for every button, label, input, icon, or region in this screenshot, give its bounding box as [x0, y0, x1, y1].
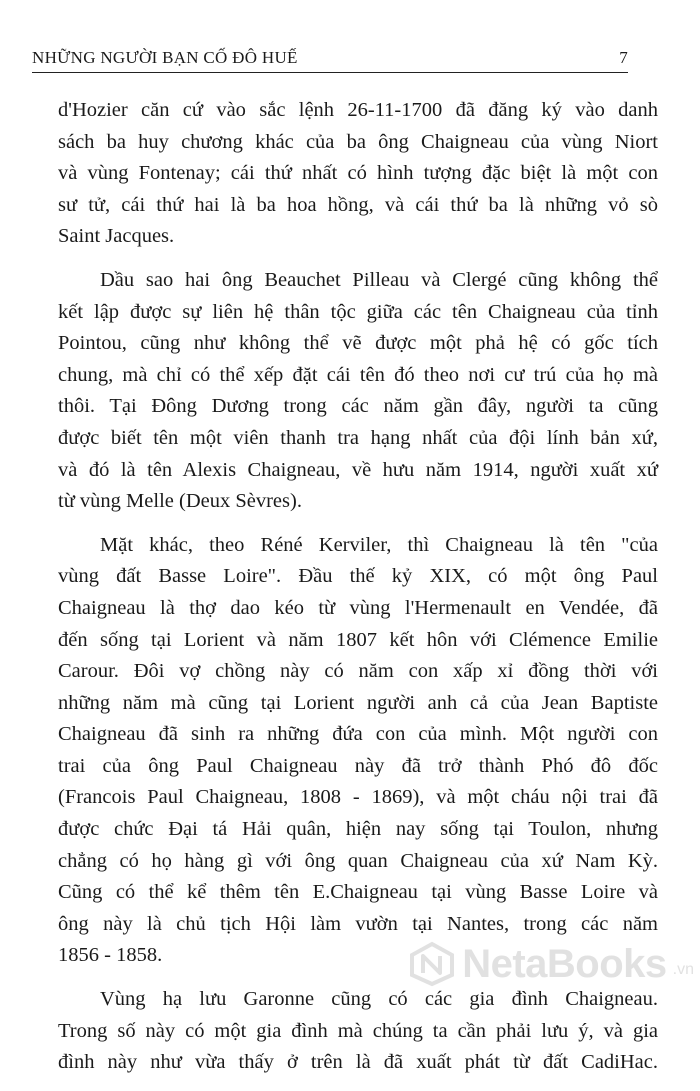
text-line: Vùng hạ lưu Garonne cũng có các gia đình Chaigneau. [100, 988, 658, 1011]
text-line: đến sống tại Lorient và năm 1807 kết hôn với Clémence Emilie [58, 628, 658, 651]
text-line: từ vùng Melle (Deux Sèvres). [58, 490, 302, 513]
text-line: thôi. Tại Đông Dương trong các năm gần đây, người ta cũng [58, 395, 658, 418]
text-line: Dầu sao hai ông Beauchet Pilleau và Clergé cũng không thể [100, 268, 658, 291]
book-title-header: NHỮNG NGƯỜI BẠN CỐ ĐÔ HUẾ [32, 48, 298, 67]
text-line: chẳng có họ hàng gì với ông quan Chaigneau của xứ Nam Kỳ. [58, 849, 658, 872]
netabooks-n-logo-icon [408, 941, 456, 987]
text-line: trai của ông Paul Chaigneau này đã trở thành Phó đô đốc [58, 754, 658, 777]
text-line: chung, mà chỉ có thể xếp đặt cái tên đó theo nơi cư trú của họ mà [58, 363, 658, 386]
text-line: ông này là chủ tịch Hội làm vườn tại Nantes, trong các năm [58, 912, 658, 935]
text-line: kết lập được sự liên hệ thân tộc giữa các tên Chaigneau của tỉnh [58, 300, 658, 323]
paragraph [58, 530, 658, 972]
text-line: và đó là tên Alexis Chaigneau, về hưu năm 1914, người xuất xứ [58, 458, 658, 481]
text-line: đình này như vừa thấy ở trên là đã xuất phát từ đất CadiHac. [58, 1051, 658, 1074]
text-line: những năm mà cũng tại Lorient người anh cả của Jean Baptiste [58, 691, 658, 714]
text-line: Chaigneau là thợ dao kéo từ vùng l'Hermenault en Vendée, đã [58, 596, 658, 619]
watermark [408, 941, 694, 987]
text-line: d'Hozier căn cứ vào sắc lệnh 26-11-1700 đã đăng ký vào danh [58, 99, 658, 121]
watermark-suffix: .vn [672, 961, 694, 978]
text-line: vùng đất Basse Loire". Đầu thế kỷ XIX, có một ông Paul [58, 565, 658, 588]
paragraph [58, 95, 658, 253]
paragraph [58, 265, 658, 518]
text-line: (Francois Paul Chaigneau, 1808 - 1869), và một cháu nội trai đã [58, 786, 658, 809]
text-line: được chức Đại tá Hải quân, hiện nay sống tại Toulon, nhưng [58, 818, 658, 841]
text-line: được biết tên một viên thanh tra hạng nhất của đội lính bản xứ, [58, 426, 658, 449]
text-line: Cũng có thể kể thêm tên E.Chaigneau tại vùng Basse Loire và [58, 881, 658, 904]
text-line: 1856 - 1858. [58, 944, 163, 967]
text-line: Mặt khác, theo Réné Kerviler, thì Chaigneau là tên "của [100, 533, 658, 556]
watermark-brand: NetaBooks [462, 941, 667, 986]
text-line: sách ba huy chương khác của ba ông Chaigneau của vùng Niort [58, 130, 658, 153]
text-line: Pointou, cũng như không thể vẽ được một phả hệ có gốc tích [58, 332, 658, 355]
text-line: sư tử, cái thứ hai là ba hoa hồng, và cái thứ ba là những vỏ sò [58, 193, 658, 216]
text-line: và vùng Fontenay; cái thứ nhất có hình tượng đặc biệt là một con [58, 162, 658, 185]
text-line: Trong số này có một gia đình mà chúng ta cần phải lưu ý, và gia [58, 1019, 658, 1042]
paragraph [58, 984, 658, 1079]
text-line: Chaigneau đã sinh ra những đứa con của mình. Một người con [58, 723, 658, 746]
text-line: Saint Jacques. [58, 225, 175, 248]
text-line: Carour. Đôi vợ chồng này có năm con xấp xỉ đồng thời với [58, 660, 658, 683]
running-header [32, 40, 628, 73]
page-number: 7 [619, 48, 628, 67]
